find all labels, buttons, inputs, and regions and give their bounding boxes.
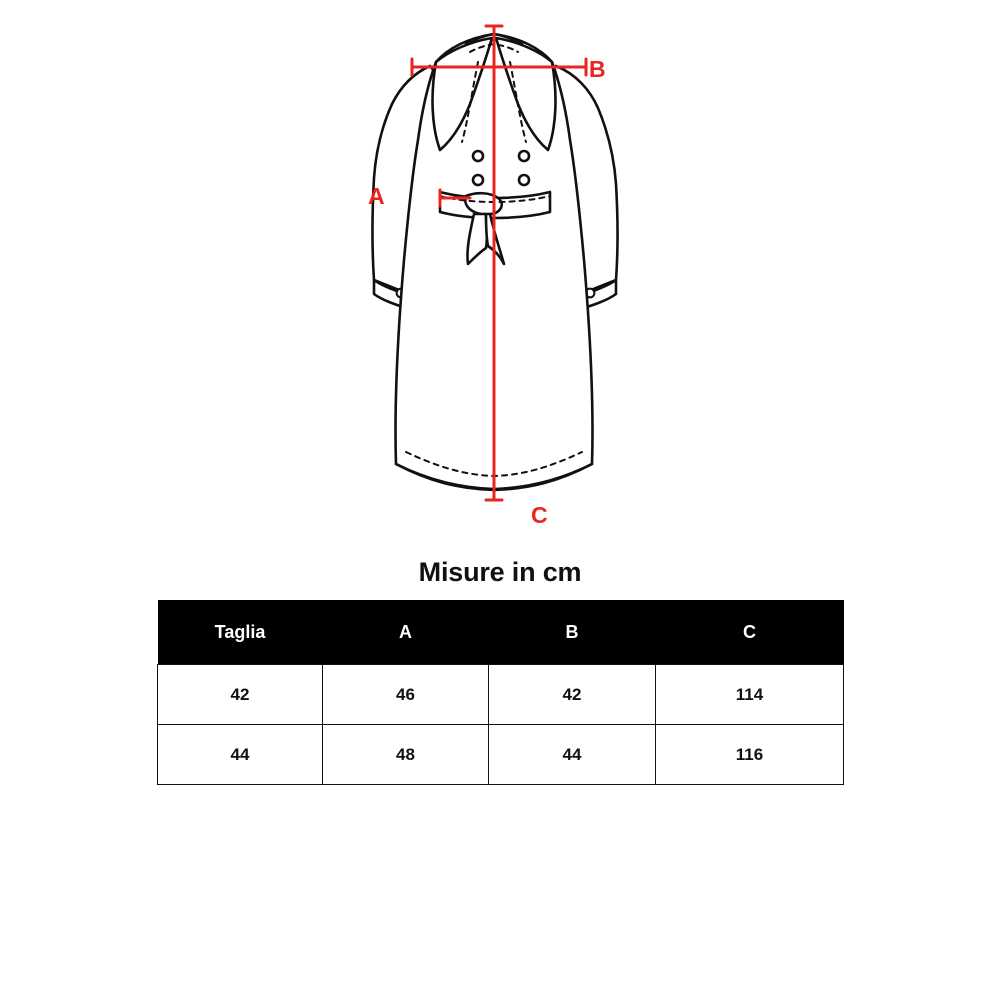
dimension-label-a: A <box>368 183 385 209</box>
table-cell-b: 44 <box>489 725 656 785</box>
button-right-upper <box>519 151 529 161</box>
dimension-label-c: C <box>531 502 548 528</box>
table-header-b: B <box>489 600 656 665</box>
belt-knot <box>465 193 501 214</box>
table-cell-size: 42 <box>158 665 323 725</box>
button-left-upper <box>473 151 483 161</box>
table-cell-c: 114 <box>656 665 844 725</box>
table-header-row <box>158 600 844 665</box>
table-row <box>158 725 844 785</box>
table-header-taglia: Taglia <box>158 600 323 665</box>
button-right-lower <box>519 175 529 185</box>
table-header-c: C <box>656 600 844 665</box>
table-header-a: A <box>323 600 489 665</box>
dimension-label-b: B <box>589 56 606 82</box>
size-table <box>157 600 844 785</box>
table-title: Misure in cm <box>418 557 582 587</box>
table-cell-a: 48 <box>323 725 489 785</box>
table-body <box>158 665 844 785</box>
table-cell-size: 44 <box>158 725 323 785</box>
size-table-section <box>157 557 843 785</box>
table-cell-b: 42 <box>489 665 656 725</box>
table-header <box>158 600 844 665</box>
table-row <box>158 665 844 725</box>
table-cell-c: 116 <box>656 725 844 785</box>
table-cell-a: 46 <box>323 665 489 725</box>
button-left-lower <box>473 175 483 185</box>
